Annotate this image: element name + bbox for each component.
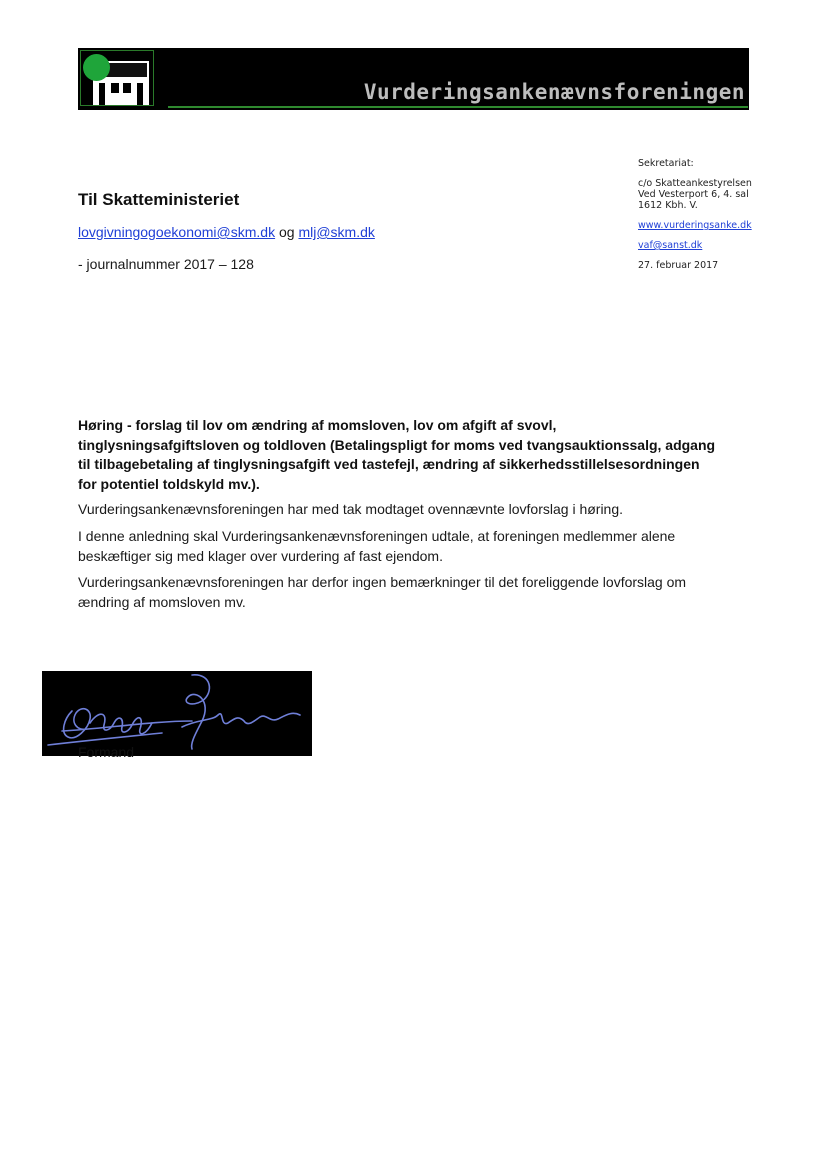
email-link-2[interactable]: mlj@skm.dk xyxy=(298,224,375,240)
header-banner xyxy=(78,48,749,110)
house-tree-logo-icon xyxy=(80,50,154,106)
letter-heading: Høring - forslag til lov om ændring af momsloven, lov om afgift af svovl, tinglysningsafgiftsloven og toldloven (Betalingspligt for moms ved tvangsauktionssalg, adgang til tilbagebetaling af tinglysningsafgift ved tastefejl, ændring af sikkerhedsstillelsesordningen for potentiel toldskyld mv.). xyxy=(78,417,716,492)
secretariat-address xyxy=(638,178,788,211)
paragraph-2: I denne anledning skal Vurderingsankenævnsforeningen udtale, at foreningen medlemmer alene beskæftiger sig med klager over vurdering af fast ejendom. xyxy=(78,528,676,564)
signature-title: Formand xyxy=(78,744,135,760)
paragraph-1: Vurderingsankenævnsforeningen har med tak modtaget ovennævnte lovforslag i høring. xyxy=(78,501,624,517)
recipient-title: Til Skatteministeriet xyxy=(78,190,240,209)
address-line: 1612 Kbh. V. xyxy=(638,200,698,211)
address-line: c/o Skatteankestyrelsen xyxy=(638,178,752,189)
banner-divider xyxy=(168,106,748,108)
secretariat-info xyxy=(638,158,788,280)
paragraph-3: Vurderingsankenævnsforeningen har derfor ingen bemærkninger til det foreliggende lovforslag om ændring af momsloven mv. xyxy=(78,574,687,610)
secretariat-email-link[interactable]: vaf@sanst.dk xyxy=(638,240,703,251)
letter-date: 27. februar 2017 xyxy=(638,260,719,271)
secretariat-label: Sekretariat: xyxy=(638,158,694,169)
email-link-1[interactable]: lovgivningogoekonomi@skm.dk xyxy=(78,224,276,240)
org-name: Vurderingsankenævnsforeningen xyxy=(363,80,745,104)
recipient-emails xyxy=(78,224,375,240)
website-link[interactable]: www.vurderingsanke.dk xyxy=(638,220,752,231)
email-joiner: og xyxy=(275,224,299,240)
journal-number: - journalnummer 2017 – 128 xyxy=(78,256,254,272)
address-line: Ved Vesterport 6, 4. sal xyxy=(638,189,749,200)
